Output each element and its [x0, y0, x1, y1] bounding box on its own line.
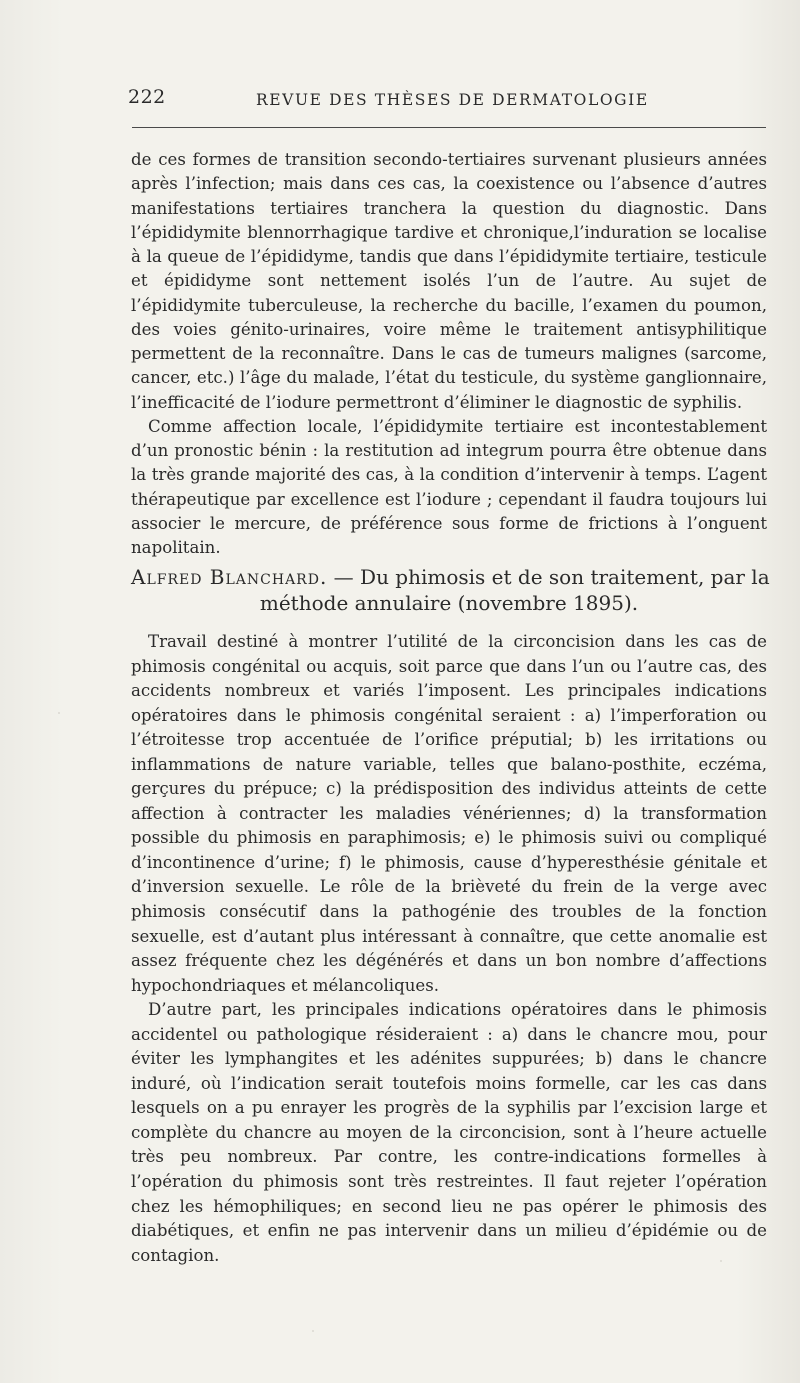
- paper-speck: [430, 212, 432, 214]
- thesis-summary: [131, 630, 767, 1268]
- article-continuation: [131, 148, 767, 560]
- entry-heading-line-1: [131, 564, 770, 590]
- paper-speck: [720, 1260, 722, 1262]
- paragraph-prognosis: Comme affection locale, l’épididymite tertiaire est incontestablement d’un pronostic bénin : la restitution ad integrum pourra être obtenue dans la très grande majorité des cas, à la condition d’intervenir à temps. L’agent thérapeutique par excellence est l’iodure ; cependant il faudra toujours lui associer le mercure, de préférence sous forme de frictions à l’onguent napolitain.: [131, 416, 767, 557]
- paper-speck: [312, 1330, 314, 1332]
- entry-title-line-2: méthode annulaire (novembre 1895).: [259, 591, 639, 615]
- paragraph-acquired-indications: D’autre part, les principales indications opératoires dans le phimosis accidentel ou pathologique résideraient : a) dans le chancre mou, pour éviter les lymphangites et les adénites suppurées; b) dans le chancre induré, où l’indication serait toutefois moins formelle, car les cas dans lesquels on a pu enrayer les progrès de la syphilis par l’excision large et complète du chancre au moyen de la circoncision, sont à l’heure actuelle très peu nombreux. Par contre, les contre-indications formelles à l’opération du phimosis sont très restreintes. Il faut rejeter l’opération chez les hémophiliques; en second lieu ne pas opérer le phimosis des diabétiques, et enfin ne pas intervenir dans un milieu d’épidémie ou de contagion.: [131, 1000, 767, 1265]
- entry-title-line-1: Du phimosis et de son traitement, par la: [360, 565, 770, 589]
- entry-author: Alfred Blanchard.: [131, 565, 328, 589]
- entry-dash: —: [333, 565, 354, 589]
- paragraph-congenital-indications: Travail destiné à montrer l’utilité de la circoncision dans les cas de phimosis congénital ou acquis, soit parce que dans l’un ou l’autre cas, des accidents nombreux et variés l’imposent. Les principales indications opératoires dans le phimosis congénital seraient : a) l’imperforation ou l’étroitesse trop accentuée de l’orifice préputial; b) les irritations ou inflammations de nature variable, telles que balano-posthite, eczéma, gerçures du prépuce; c) la prédisposition des individus atteints de cette affection à contracter les maladies vénériennes; d) la transformation possible du phimosis en paraphimosis; e) le phimosis suivi ou compliqué d’incontinence d’urine; f) le phimosis, cause d’hyperesthésie génitale et d’inversion sexuelle. Le rôle de la brièveté du frein de la verge avec phimosis consécutif dans la pathogénie des troubles de la fonction sexuelle, est d’autant plus intéressant à connaître, que cette anomalie est assez fréquente chez les dégénérés et dans un bon nombre d’affections hypochondriaques et mélancoliques.: [131, 632, 767, 995]
- paragraph-continuation: de ces formes de transition secondo-tertiaires survenant plusieurs années après l’infection; mais dans ces cas, la coexistence ou l’absence d’autres manifestations tertiaires tranchera la question du diagnostic. Dans l’épididymite blennorrhagique tardive et chronique,l’induration se localise à la queue de l’épididyme, tandis que dans l’épididymite tertiaire, testicule et épididyme sont nettement isolés l’un de l’autre. Au sujet de l’épididymite tuberculeuse, la recherche du bacille, l’examen du poumon, des voies génito-urinaires, voire même le traitement antisyphilitique permettent de la reconnaître. Dans le cas de tumeurs malignes (sarcome, cancer, etc.) l’âge du malade, l’état du testicule, du système ganglionnaire, l’inefficacité de l’iodure permettront d’éliminer le diagnostic de syphilis.: [131, 150, 767, 412]
- paper-speck: [58, 712, 60, 714]
- running-title: REVUE DES THÈSES DE DERMATOLOGIE: [256, 91, 649, 109]
- header-rule: [132, 127, 766, 128]
- thesis-entry-heading: [131, 564, 770, 616]
- page-number: 222: [128, 86, 166, 108]
- page-header: [128, 86, 766, 116]
